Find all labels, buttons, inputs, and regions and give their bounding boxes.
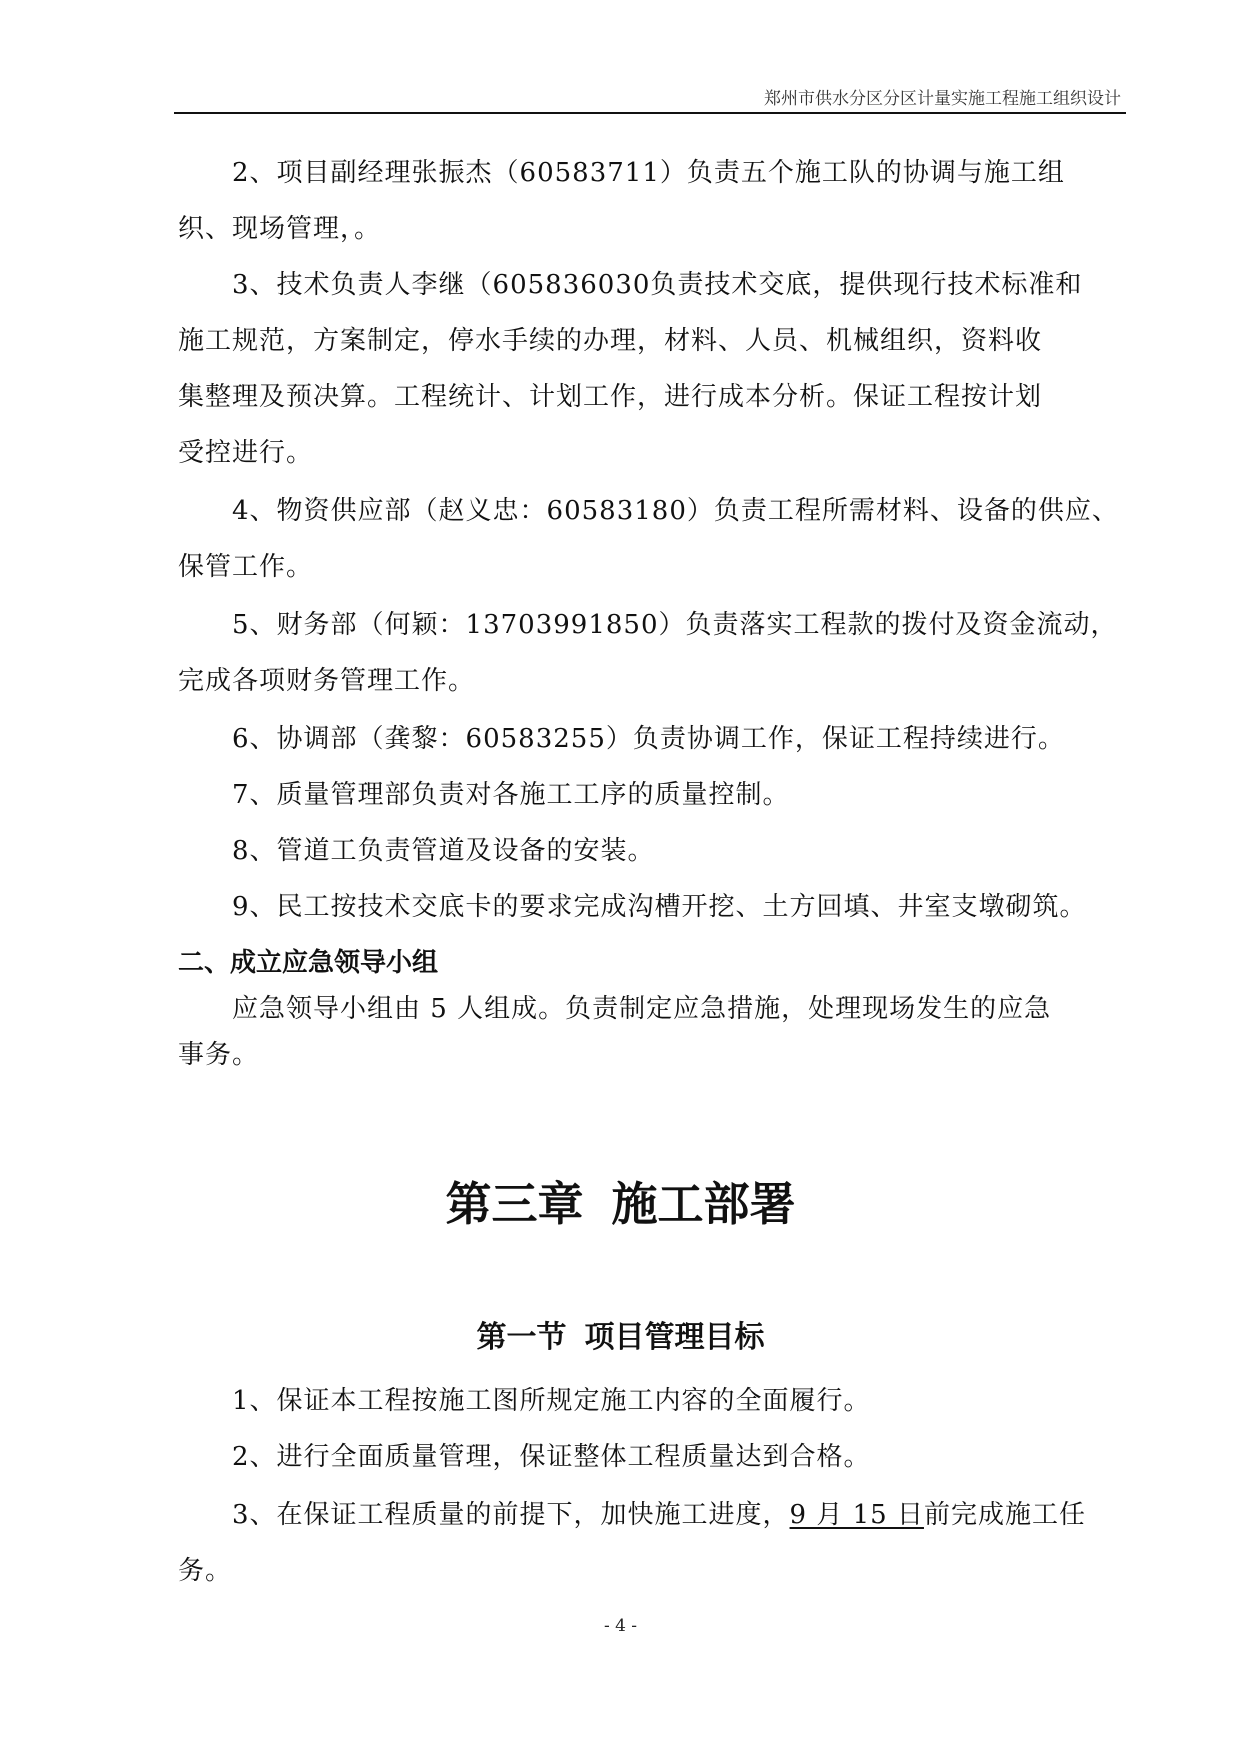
paragraph-line: 9、民工按技术交底卡的要求完成沟槽开挖、土方回填、井室支墩砌筑。: [232, 892, 1087, 922]
goal-line: 2、进行全面质量管理，保证整体工程质量达到合格。: [232, 1442, 871, 1472]
chapter-name: 施工部署: [611, 1177, 796, 1231]
section-name: 项目管理目标: [584, 1320, 765, 1355]
deadline-date: 9 月 15 日: [789, 1500, 924, 1530]
paragraph-line: 受控进行。: [178, 438, 314, 468]
goal-line: 务。: [178, 1556, 233, 1586]
paragraph-line: 4、物资供应部（赵义忠：60583180）负责工程所需材料、设备的供应、: [232, 496, 1119, 526]
paragraph-line: 事务。: [178, 1040, 260, 1070]
goal-line: [232, 1494, 1124, 1531]
paragraph-line: 8、管道工负责管道及设备的安装。: [232, 836, 655, 866]
goal-text: 3、在保证工程质量的前提下，加快施工进度，: [232, 1500, 790, 1530]
paragraph-line: 应急领导小组由 5 人组成。负责制定应急措施，处理现场发生的应急: [232, 994, 1052, 1024]
header-divider: [174, 112, 1126, 114]
paragraph-line: 集整理及预决算。工程统计、计划工作，进行成本分析。保证工程按计划: [178, 382, 1043, 412]
section-title: [0, 1312, 1241, 1356]
section-number: 第一节: [476, 1320, 567, 1355]
paragraph-line: 保管工作。: [178, 552, 314, 582]
goal-line: 1、保证本工程按施工图所规定施工内容的全面履行。: [232, 1386, 871, 1416]
paragraph-line: 6、协调部（龚黎：60583255）负责协调工作，保证工程持续进行。: [232, 724, 1065, 754]
paragraph-line: 5、财务部（何颖：13703991850）负责落实工程款的拨付及资金流动，: [232, 610, 1118, 640]
paragraph-line: 织、现场管理，。: [178, 214, 382, 244]
page-number: - 4 -: [603, 1616, 638, 1636]
chapter-number: 第三章: [445, 1177, 584, 1231]
emergency-heading: 二、成立应急领导小组: [178, 948, 439, 978]
paragraph-line: 2、项目副经理张振杰（60583711）负责五个施工队的协调与施工组: [232, 158, 1065, 188]
paragraph-line: 施工规范，方案制定，停水手续的办理，材料、人员、机械组织，资料收: [178, 326, 1043, 356]
chapter-title: [0, 1168, 1241, 1234]
paragraph-line: 7、质量管理部负责对各施工工序的质量控制。: [232, 780, 790, 810]
paragraph-line: 3、技术负责人李继（605836030负责技术交底，提供现行技术标准和: [232, 270, 1083, 300]
header-title: 郑州市供水分区分区计量实施工程施工组织设计: [764, 89, 1121, 109]
paragraph-line: 完成各项财务管理工作。: [178, 666, 476, 696]
goal-text: 前完成施工任: [923, 1500, 1086, 1530]
